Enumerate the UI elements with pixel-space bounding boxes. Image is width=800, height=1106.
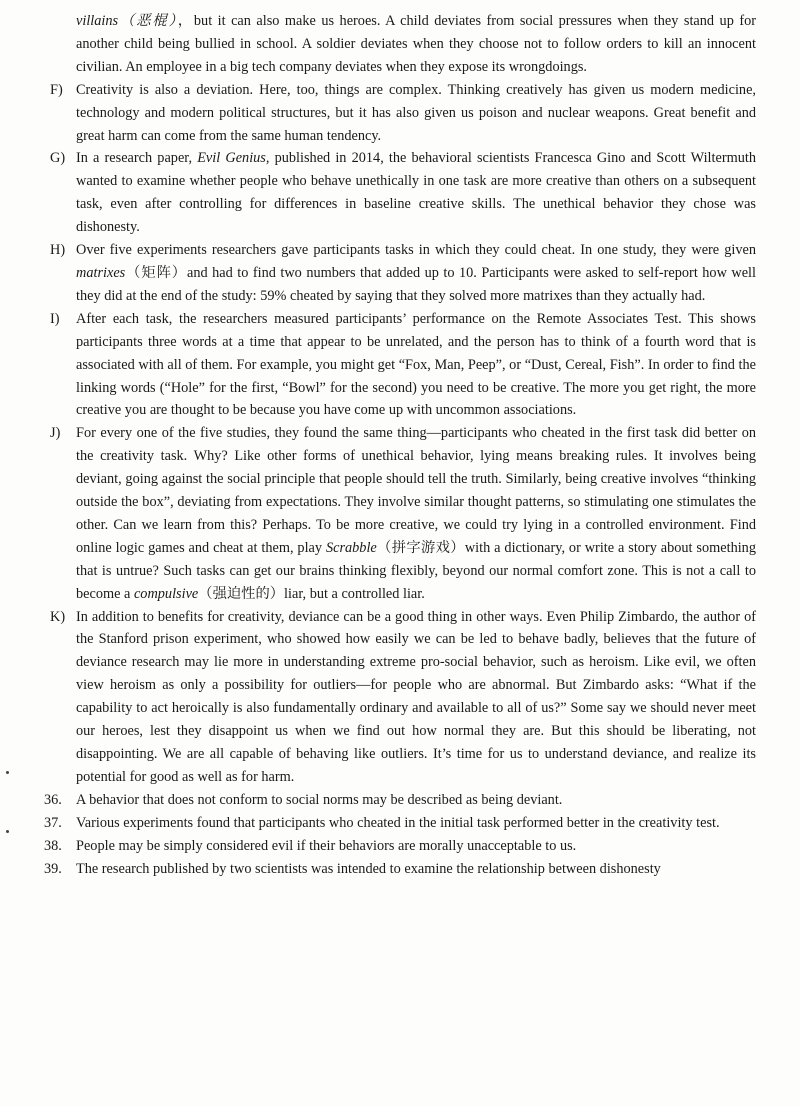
paragraph [44, 10, 756, 79]
document-body [44, 10, 756, 880]
paragraph-text [76, 422, 756, 605]
text-run: （拼字游戏）with a dictionary, or write a story about something that is untrue? Such tasks can get our brains thinking flexibly, beyond our normal comfort zone. This is not a call to become a [76, 539, 756, 602]
text-run: After each task, the researchers measured participants’ performance on the Remote Associates Test. This shows participants three words at a time that appear to be unrelated, and the person has to think of a fourth word that is associated with all of them. For example, you might get “Fox, Man, Peep”, or “Dust, Cereal, Fish”. In order to find the linking words (“Hole” for the first, “Bowl” for the second) you need to be creative. The more you get right, the more creative you are thought to be because you have come up with uncommon associations. [76, 310, 756, 419]
paragraph [44, 422, 756, 605]
paragraph-label: F) [50, 81, 63, 98]
text-run: （矩阵）and had to find two numbers that added up to 10. Participants were asked to self-report how well they did at the end of the study: 59% cheated by saying that they solved more matrixes than they actually had. [76, 264, 756, 304]
question-number: 39. [44, 860, 62, 877]
question-text: The research published by two scientists was intended to examine the relationship between dishonesty [76, 860, 661, 877]
paragraph-label: H) [50, 242, 66, 259]
italic-term: compulsive [133, 585, 199, 602]
text-run: ，but it can also make us heroes. A child deviates from social pressures when they stand up for another child being bullied in school. A soldier deviates when they choose not to follow orders to kill an innocent civilian. An employee in a big tech company deviates when they expose its wrongdoings. [76, 13, 756, 75]
question-item [44, 835, 756, 858]
text-run: For every one of the five studies, they found the same thing—participants who cheated in the first task did better on the creativity task. Why? Like other forms of unethical behavior, lying means breaking rules. It involves being deviant, going against the social principle that people should tell the truth. Similarly, being creative involves “thinking outside the box”, deviating from expectations. They involve similar thought patterns, so stimulating one stimulates the other. Can we learn from this? Perhaps. To be more creative, we could try lying in a controlled environment. Find online logic games and cheat at them, play [76, 425, 756, 556]
question-item [44, 812, 756, 835]
margin-mark [6, 830, 9, 833]
margin-mark [6, 771, 9, 774]
italic-term: Scrabble [325, 539, 377, 556]
paragraph [44, 239, 756, 308]
text-run: In addition to benefits for creativity, deviance can be a good thing in other ways. Even Philip Zimbardo, the author of the Stanford prison experiment, who showed how easily we can be led to behave badly, believes that the future of deviance research may lie more in understanding extreme pro-social behavior, such as heroism. Like evil, we often view heroism as only a possibility for outliers—for people who are abnormal. But Zimbardo asks: “What if the capability to act heroically is also fundamentally ordinary and available to all of us?” Some say we should never meet our heroes, lest they disappoint us when we find out how normal they are. But this should be liberating, not disappointing. We are all capable of behaving like outliers. It’s time for us to understand deviance, and realize its potential for good as well as for harm. [76, 608, 756, 785]
text-run: In a research paper, [76, 150, 198, 167]
paragraph-text [76, 79, 756, 148]
paragraph-text [76, 10, 756, 79]
question-item [44, 789, 756, 812]
paragraph-label: I) [50, 310, 60, 327]
question-number: 38. [44, 837, 62, 854]
paragraph [44, 79, 756, 148]
paragraph [44, 147, 756, 239]
question-text: People may be simply considered evil if their behaviors are morally unacceptable to us. [76, 837, 577, 854]
text-run: Creativity is also a deviation. Here, too, things are complex. Thinking creatively has given us modern medicine, technology and modern political structures, but it has also given us poison and nuclear weapons. Great benefit and great harm can come from the same human tendency. [76, 81, 756, 144]
text-run: , published in 2014, the behavioral scientists Francesca Gino and Scott Wiltermuth wanted to examine whether people who behave unethically in one task are more creative than others on a subsequent task, even after controlling for differences in baseline creative skills. The unethical behavior they chose was dishonesty. [76, 150, 756, 236]
paragraph-label: G) [50, 150, 66, 167]
text-run: Over five experiments researchers gave participants tasks in which they could cheat. In one study, they were given [76, 242, 756, 259]
paragraph [44, 308, 756, 423]
question-text: Various experiments found that participants who cheated in the initial task performed better in the creativity test. [76, 814, 720, 831]
paragraph-label: J) [50, 425, 61, 442]
paragraph-text [76, 308, 756, 423]
paragraph-text [76, 606, 756, 789]
question-number: 36. [44, 791, 62, 808]
paragraph-text [76, 147, 756, 239]
italic-term: villains（恶棍） [76, 13, 178, 29]
text-run: （强迫性的）liar, but a controlled liar. [198, 585, 425, 602]
italic-term: Evil Genius [197, 150, 266, 167]
question-text: A behavior that does not conform to social norms may be described as being deviant. [76, 791, 563, 808]
question-number: 37. [44, 814, 62, 831]
question-item [44, 858, 756, 881]
paragraph-label: K) [50, 608, 66, 625]
italic-term: matrixes [76, 264, 126, 281]
paragraph-text [76, 239, 756, 308]
paragraph [44, 606, 756, 789]
